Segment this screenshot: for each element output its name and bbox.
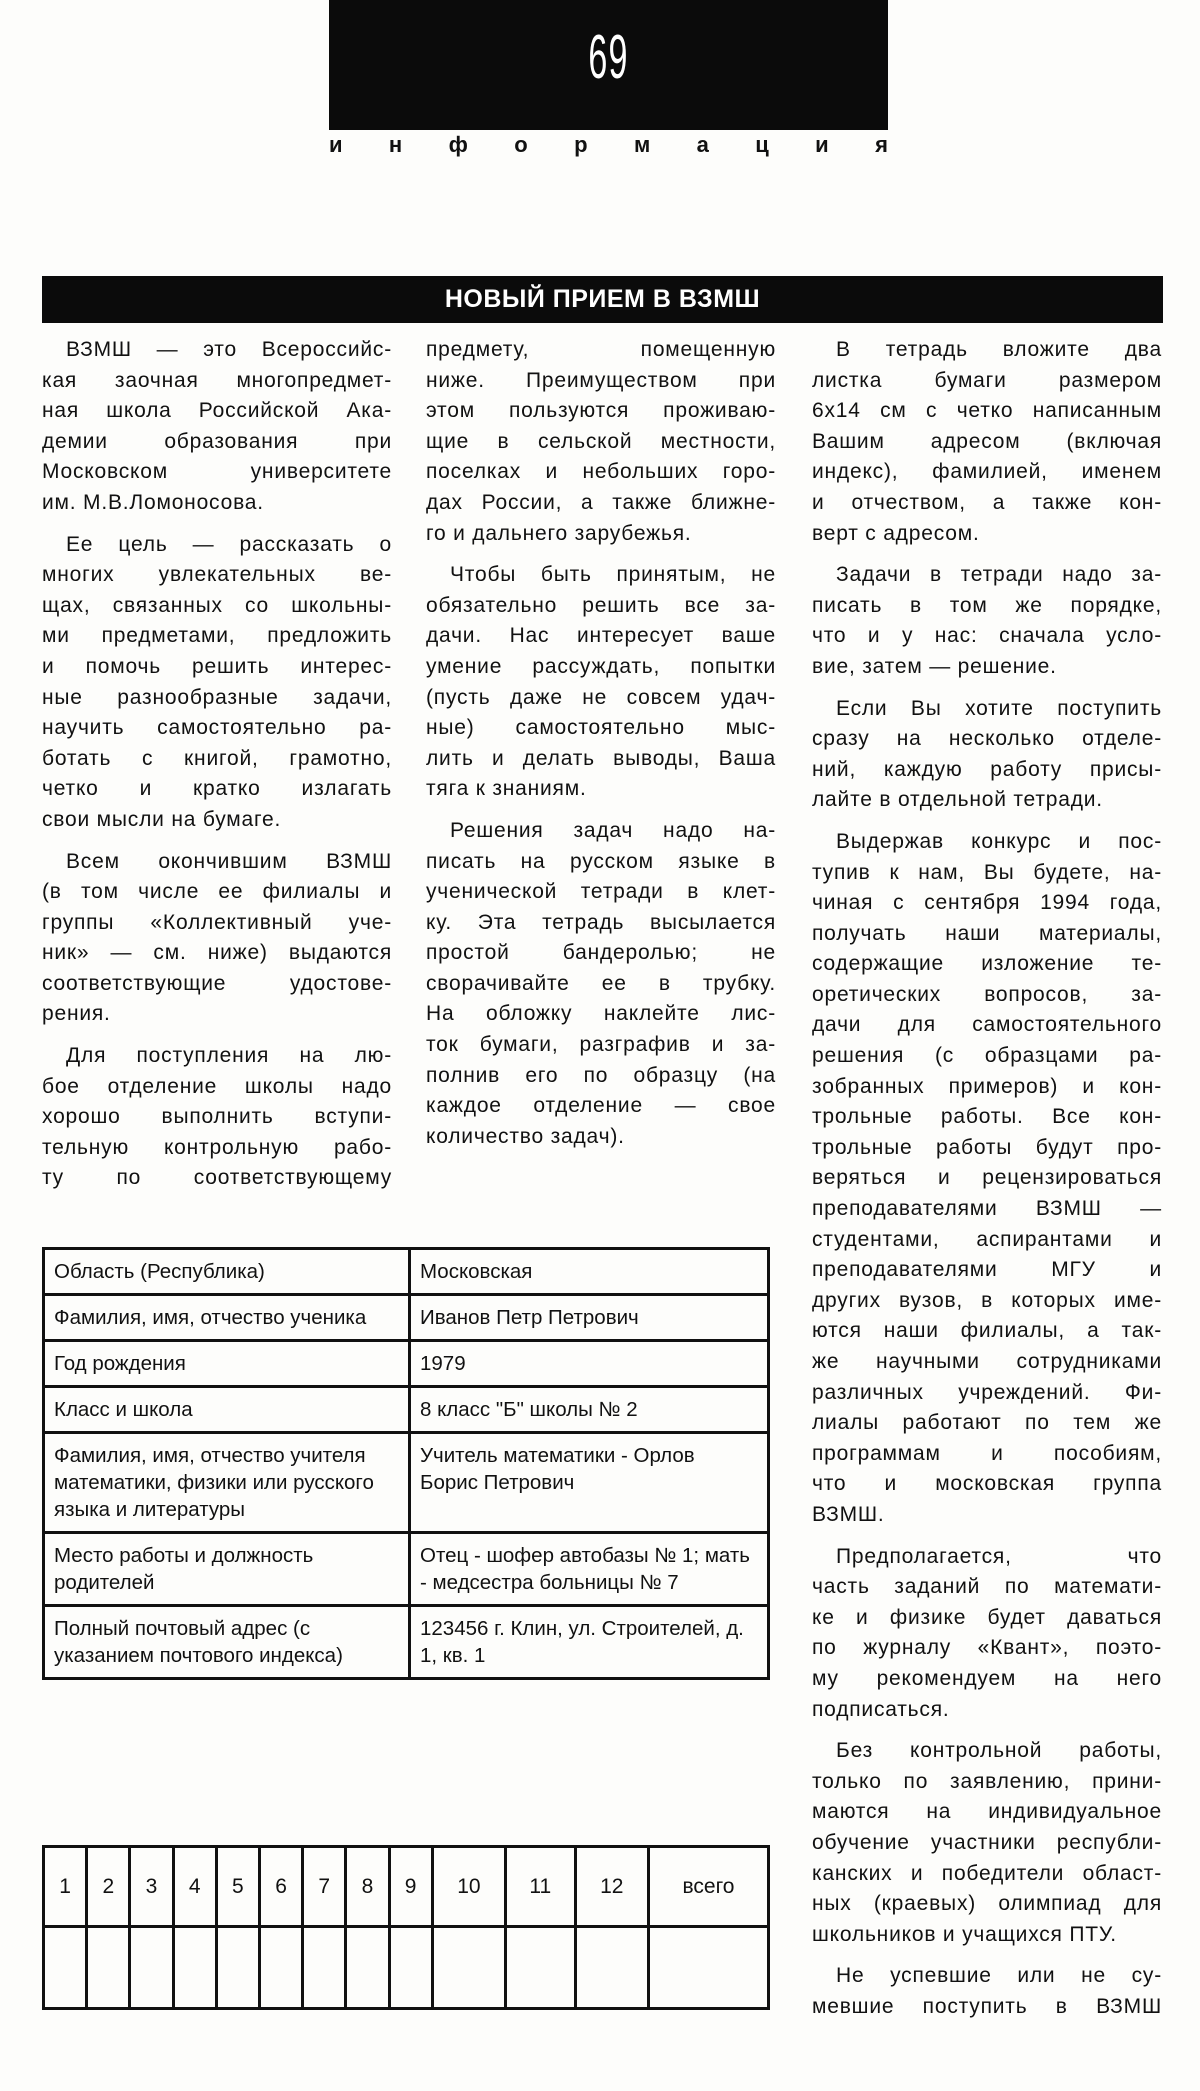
text-line: ми предметами, предложить: [42, 624, 392, 648]
text-line: только по заявлению, прини-: [812, 1769, 1162, 1793]
text-line: сворачивайте ее в трубку.: [426, 971, 776, 995]
score-header: 3: [130, 1847, 173, 1927]
text-line: лиалы работают по тем же: [812, 1411, 1162, 1435]
paragraph: [812, 560, 1162, 682]
text-line: лить и делать выводы, Ваша: [426, 746, 776, 770]
article-title: НОВЫЙ ПРИЕМ В ВЗМШ: [42, 276, 1163, 323]
paragraph: [42, 847, 392, 1031]
text-line: соответствующие удостове-: [42, 971, 392, 995]
score-header: 9: [389, 1847, 432, 1927]
section-letter: а: [696, 132, 709, 157]
paragraph: [42, 530, 392, 836]
paragraph: [812, 1961, 1162, 2022]
text-line: тупив к нам, Вы будете, на-: [812, 860, 1162, 884]
score-grid-table: [42, 1845, 770, 2010]
score-header: 6: [259, 1847, 302, 1927]
score-cell: [389, 1927, 432, 2009]
text-line: обязательно решить все за-: [426, 593, 776, 617]
text-line: Не успевшие или не су-: [836, 1964, 1162, 1988]
text-line: ная школа Российской Ака-: [42, 399, 392, 423]
text-line: решения (с образцами ра-: [812, 1044, 1162, 1068]
text-line: хорошо выполнить вступи-: [42, 1105, 392, 1129]
paragraph: [812, 1542, 1162, 1726]
section-letter: ц: [755, 132, 769, 157]
score-header: 2: [87, 1847, 130, 1927]
form-label: Область (Республика): [44, 1249, 410, 1295]
text-line: щие в сельской местности,: [426, 429, 776, 453]
text-line: ниже. Преимуществом при: [426, 368, 776, 392]
form-value: Отец - шофер автобазы № 1; мать - медсестра больницы № 7: [410, 1533, 769, 1606]
text-line: умение рассуждать, попытки: [426, 654, 776, 678]
text-line: обучение участники республи-: [812, 1830, 1162, 1854]
text-line: Для поступления на лю-: [66, 1044, 392, 1068]
text-line: трольные работы будут про-: [812, 1135, 1162, 1159]
score-header: 7: [303, 1847, 346, 1927]
section-letter: ф: [448, 132, 468, 157]
paragraph: [42, 335, 392, 519]
page-number-box: [329, 0, 888, 130]
page-number: 69: [588, 23, 629, 92]
form-row: [44, 1533, 769, 1606]
text-line: Московском университете: [42, 460, 392, 484]
form-value: Московская: [410, 1249, 769, 1295]
section-letter: р: [574, 132, 588, 157]
text-line: Вашим адресом (включая: [812, 429, 1162, 453]
sample-form-table: [42, 1247, 770, 1680]
text-line: же научными сотрудниками: [812, 1350, 1162, 1373]
text-line: сразу на несколько отделе-: [812, 727, 1162, 751]
text-line: дачи. Нас интересует ваше: [426, 624, 776, 648]
text-line: ные разнообразные задачи,: [42, 685, 392, 709]
text-line: Предполагается, что: [836, 1544, 1162, 1568]
text-column-1: [42, 335, 392, 1205]
text-line: научить самостоятельно ра-: [42, 716, 392, 740]
score-header: 10: [432, 1847, 505, 1927]
text-line: верт с адресом.: [812, 521, 980, 545]
text-line: канских и победители област-: [812, 1861, 1162, 1885]
text-line: ных (краевых) олимпиад для: [812, 1892, 1162, 1916]
text-line: часть заданий по математи-: [812, 1575, 1162, 1599]
text-line: программам и пособиям,: [812, 1441, 1162, 1465]
text-line: других вузов, в которых име-: [812, 1288, 1162, 1312]
text-line: преподавателями МГУ и: [812, 1258, 1162, 1282]
score-cell: [259, 1927, 302, 2009]
text-line: предмету, помещенную: [426, 338, 776, 361]
text-line: В тетрадь вложите два: [836, 338, 1162, 361]
form-row: [44, 1341, 769, 1387]
text-column-2: [426, 335, 776, 1163]
text-line: преподавателями ВЗМШ —: [812, 1197, 1162, 1221]
form-label: Класс и школа: [44, 1387, 410, 1433]
form-label: Фамилия, имя, отчество ученика: [44, 1295, 410, 1341]
score-header-row: [44, 1847, 769, 1927]
score-cell: [506, 1927, 575, 2009]
score-header: 11: [506, 1847, 575, 1927]
text-line: этом пользуются проживаю-: [426, 399, 776, 423]
section-letter: и: [329, 132, 343, 157]
text-line: ток бумаги, разграфив и за-: [426, 1033, 776, 1057]
text-line: чиная с сентября 1994 года,: [812, 891, 1162, 915]
text-line: и помочь решить интерес-: [42, 654, 392, 678]
score-cell: [575, 1927, 649, 2009]
form-label: Фамилия, имя, отчество учителя математики, физики или русского языка и литературы: [44, 1433, 410, 1533]
text-line: ВЗМШ.: [812, 1502, 885, 1526]
text-line: Чтобы быть принятым, не: [450, 563, 776, 587]
text-line: ные) самостоятельно мыс-: [426, 716, 776, 740]
section-letter: о: [514, 132, 528, 157]
score-cell: [432, 1927, 505, 2009]
text-line: простой бандеролью; не: [426, 941, 776, 965]
text-line: дах России, а также ближне-: [426, 490, 776, 514]
text-line: бое отделение школы надо: [42, 1074, 392, 1098]
text-line: содержащие изложение те-: [812, 952, 1162, 976]
text-line: (пусть даже не совсем удач-: [426, 685, 776, 709]
paragraph: [812, 335, 1162, 549]
text-line: Задачи в тетради надо за-: [836, 563, 1162, 587]
form-row: [44, 1387, 769, 1433]
text-line: ботать с книгой, грамотно,: [42, 746, 392, 770]
form-value: Учитель математики - Орлов Борис Петрович: [410, 1433, 769, 1533]
text-line: количество задач).: [426, 1124, 625, 1148]
text-line: тяга к знаниям.: [426, 777, 587, 801]
text-line: ку. Эта тетрадь высылается: [426, 910, 776, 934]
text-line: зобранных примеров) и кон-: [812, 1074, 1162, 1098]
text-line: щах, связанных со школьны-: [42, 593, 392, 617]
text-line: му рекомендуем на него: [812, 1666, 1162, 1690]
text-line: оретических вопросов, за-: [812, 982, 1162, 1006]
text-line: (в том числе ее филиалы и: [42, 880, 392, 904]
text-line: тельную контрольную рабо-: [42, 1135, 392, 1159]
score-cell: [649, 1927, 769, 2009]
text-line: им. М.В.Ломоносова.: [42, 490, 264, 514]
text-line: маются на индивидуальное: [812, 1800, 1162, 1824]
score-cell: [346, 1927, 389, 2009]
text-line: что и у нас: сначала усло-: [812, 624, 1162, 648]
text-line: что и московская группа: [812, 1472, 1162, 1496]
text-line: Всем окончившим ВЗМШ: [66, 849, 392, 873]
section-label: [329, 132, 888, 158]
text-line: трольные работы. Все кон-: [812, 1105, 1162, 1129]
text-line: школьников и учащихся ПТУ.: [812, 1922, 1117, 1946]
text-line: вие, затем — решение.: [812, 654, 1057, 678]
form-value: Иванов Петр Петрович: [410, 1295, 769, 1341]
text-line: полнив его по образцу (на: [426, 1063, 776, 1087]
text-line: листка бумаги размером: [812, 368, 1162, 392]
text-line: индекс), фамилией, именем: [812, 460, 1162, 484]
score-cell: [173, 1927, 216, 2009]
paragraph: [426, 335, 776, 549]
score-header: 5: [216, 1847, 259, 1927]
text-line: Ее цель — рассказать о: [66, 532, 392, 556]
section-letter: я: [875, 132, 888, 157]
text-line: Выдержав конкурс и пос-: [836, 829, 1162, 853]
score-cell: [87, 1927, 130, 2009]
text-line: получать наши материалы,: [812, 921, 1162, 945]
section-letter: и: [815, 132, 829, 157]
section-letter: м: [633, 132, 651, 157]
text-line: четко и кратко излагать: [42, 777, 392, 801]
text-line: Без контрольной работы,: [836, 1739, 1162, 1763]
score-header: 1: [44, 1847, 87, 1927]
text-line: писать в том же порядке,: [812, 593, 1162, 617]
form-label: Полный почтовый адрес (с указанием почтового индекса): [44, 1606, 410, 1679]
text-line: дачи для самостоятельного: [812, 1013, 1162, 1037]
text-line: Если Вы хотите поступить: [836, 696, 1162, 720]
text-line: и отчеством, а также кон-: [812, 490, 1162, 514]
text-line: ке и физике будет даваться: [812, 1605, 1162, 1629]
section-letter: н: [388, 132, 403, 157]
text-line: ются наши филиалы, а так-: [812, 1319, 1162, 1343]
text-line: лайте в отдельной тетради.: [812, 788, 1103, 812]
score-header: 12: [575, 1847, 649, 1927]
text-line: студентами, аспирантами и: [812, 1227, 1162, 1251]
form-value: 8 класс "Б" школы № 2: [410, 1387, 769, 1433]
text-line: поселках и небольших горо-: [426, 460, 776, 484]
text-line: веряться и рецензироваться: [812, 1166, 1162, 1190]
score-cell: [130, 1927, 173, 2009]
text-line: каждое отделение — свое: [426, 1094, 776, 1118]
paragraph: [812, 1736, 1162, 1950]
text-line: ВЗМШ — это Всероссийс-: [66, 338, 392, 361]
text-column-3: [812, 335, 1162, 2033]
score-header: всего: [649, 1847, 769, 1927]
paragraph: [426, 560, 776, 805]
text-line: подписаться.: [812, 1697, 950, 1721]
text-line: ученической тетради в клет-: [426, 880, 776, 904]
form-row: [44, 1249, 769, 1295]
form-value: 1979: [410, 1341, 769, 1387]
text-line: демии образования при: [42, 429, 392, 453]
text-line: группы «Коллективный уче-: [42, 910, 392, 934]
form-value: 123456 г. Клин, ул. Строителей, д. 1, кв. 1: [410, 1606, 769, 1679]
score-header: 4: [173, 1847, 216, 1927]
form-row: [44, 1606, 769, 1679]
score-header: 8: [346, 1847, 389, 1927]
form-row: [44, 1433, 769, 1533]
text-line: многих увлекательных ве-: [42, 563, 392, 587]
form-row: [44, 1295, 769, 1341]
score-cell: [44, 1927, 87, 2009]
text-line: 6x14 см с четко написанным: [812, 399, 1162, 423]
paragraph: [42, 1041, 392, 1194]
form-label: Год рождения: [44, 1341, 410, 1387]
paragraph: [812, 827, 1162, 1531]
text-line: ту по соответствующему: [42, 1166, 392, 1190]
form-label: Место работы и должность родителей: [44, 1533, 410, 1606]
text-line: мевшие поступить в ВЗМШ: [812, 1994, 1162, 2018]
text-line: ний, каждую работу присы-: [812, 757, 1162, 781]
paragraph: [426, 816, 776, 1153]
paragraph: [812, 694, 1162, 816]
text-line: писать на русском языке в: [426, 849, 776, 873]
text-line: го и дальнего зарубежья.: [426, 521, 692, 545]
score-cell: [303, 1927, 346, 2009]
text-line: рения.: [42, 1002, 111, 1026]
text-line: Решения задач надо на-: [450, 818, 776, 842]
text-line: по журналу «Квант», поэто-: [812, 1636, 1162, 1660]
text-line: различных учреждений. Фи-: [812, 1380, 1162, 1404]
text-line: ник» — см. ниже) выдаются: [42, 941, 392, 965]
score-cell: [216, 1927, 259, 2009]
text-line: На обложку наклейте лис-: [426, 1002, 776, 1026]
text-line: свои мысли на бумаге.: [42, 807, 282, 831]
score-empty-row: [44, 1927, 769, 2009]
text-line: кая заочная многопредмет-: [42, 368, 392, 392]
